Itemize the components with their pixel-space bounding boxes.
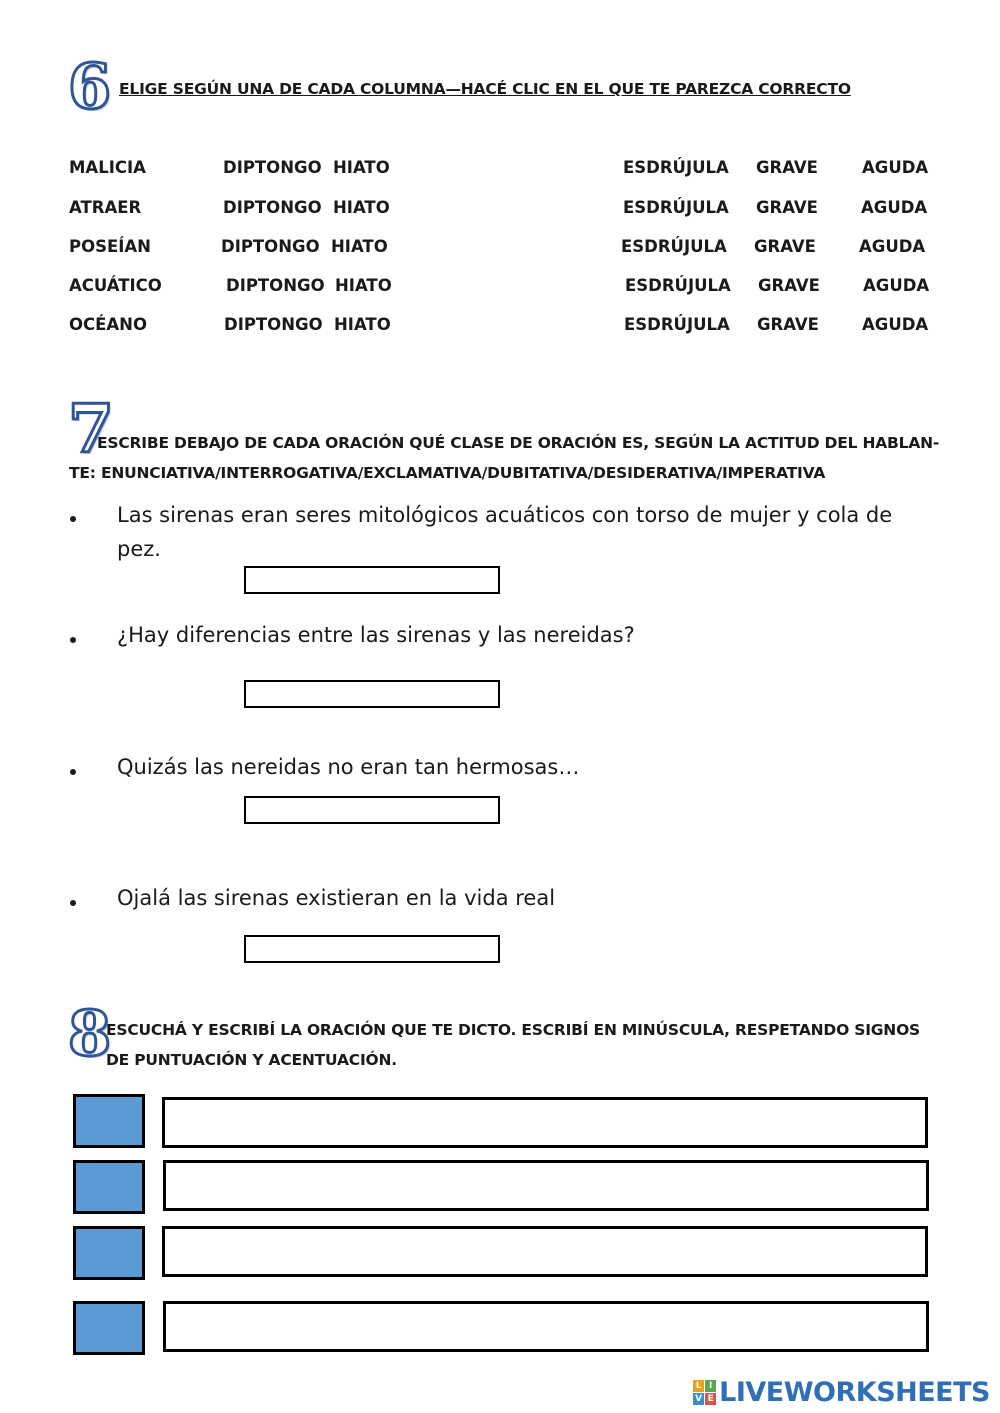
word-label: ATRAER xyxy=(69,198,142,217)
section-6-number: 6 xyxy=(68,50,112,123)
option-esdrujula[interactable]: ESDRÚJULA xyxy=(623,198,729,217)
option-grave[interactable]: GRAVE xyxy=(758,276,820,295)
option-hiato[interactable]: HIATO xyxy=(333,198,390,217)
answer-input[interactable] xyxy=(244,796,500,824)
logo-mark-letter: L xyxy=(693,1380,704,1392)
section-6-title: ELIGE SEGÚN UNA DE CADA COLUMNA—HACÉ CLIC EN EL QUE TE PAREZCA CORRECTO xyxy=(119,80,851,98)
logo-mark-icon xyxy=(693,1380,716,1405)
option-diptongo[interactable]: DIPTONGO xyxy=(224,315,323,334)
option-hiato[interactable]: HIATO xyxy=(331,237,388,256)
word-label: OCÉANO xyxy=(69,315,148,334)
word-label: ACUÁTICO xyxy=(69,276,162,295)
option-grave[interactable]: GRAVE xyxy=(756,158,818,177)
logo-mark-letter: I xyxy=(705,1380,716,1392)
play-audio-button[interactable] xyxy=(73,1160,145,1214)
section-8-title-line2: DE PUNTUACIÓN Y ACENTUACIÓN. xyxy=(106,1051,397,1069)
section-8-number: 8 xyxy=(68,997,112,1070)
play-audio-button[interactable] xyxy=(73,1226,145,1280)
liveworksheets-logo xyxy=(693,1377,990,1408)
option-esdrujula[interactable]: ESDRÚJULA xyxy=(624,315,730,334)
word-label: POSEÍAN xyxy=(69,237,151,256)
option-grave[interactable]: GRAVE xyxy=(757,315,819,334)
section-7-number: 7 xyxy=(68,390,114,468)
option-diptongo[interactable]: DIPTONGO xyxy=(226,276,325,295)
option-aguda[interactable]: AGUDA xyxy=(862,158,929,177)
option-esdrujula[interactable]: ESDRÚJULA xyxy=(623,158,729,177)
sentence-text: Quizás las nereidas no eran tan hermosas… xyxy=(117,755,580,779)
answer-input[interactable] xyxy=(244,935,500,963)
bullet-icon xyxy=(70,900,76,906)
option-aguda[interactable]: AGUDA xyxy=(863,276,930,295)
sentence-text: Las sirenas eran seres mitológicos acuáticos con torso de mujer y cola de pez. xyxy=(117,503,893,561)
sentence-text: ¿Hay diferencias entre las sirenas y las nereidas? xyxy=(117,623,635,647)
sentence-text: Ojalá las sirenas existieran en la vida real xyxy=(117,886,556,910)
option-hiato[interactable]: HIATO xyxy=(335,276,392,295)
word-label: MALICIA xyxy=(69,158,146,177)
dictation-input[interactable] xyxy=(163,1160,929,1211)
dictation-input[interactable] xyxy=(162,1097,928,1148)
dictation-input[interactable] xyxy=(163,1301,929,1352)
play-audio-button[interactable] xyxy=(73,1301,145,1355)
option-grave[interactable]: GRAVE xyxy=(756,198,818,217)
option-diptongo[interactable]: DIPTONGO xyxy=(221,237,320,256)
bullet-icon xyxy=(70,637,76,643)
option-grave[interactable]: GRAVE xyxy=(754,237,816,256)
dictation-input[interactable] xyxy=(162,1226,928,1277)
option-hiato[interactable]: HIATO xyxy=(333,158,390,177)
logo-text: LIVEWORKSHEETS xyxy=(719,1377,990,1408)
option-diptongo[interactable]: DIPTONGO xyxy=(223,198,322,217)
bullet-icon xyxy=(70,769,76,775)
option-aguda[interactable]: AGUDA xyxy=(861,198,928,217)
option-aguda[interactable]: AGUDA xyxy=(859,237,926,256)
answer-input[interactable] xyxy=(244,566,500,594)
option-aguda[interactable]: AGUDA xyxy=(862,315,929,334)
option-esdrujula[interactable]: ESDRÚJULA xyxy=(621,237,727,256)
option-hiato[interactable]: HIATO xyxy=(334,315,391,334)
option-diptongo[interactable]: DIPTONGO xyxy=(223,158,322,177)
logo-mark-letter: V xyxy=(693,1393,704,1405)
section-7-title-line1: ESCRIBE DEBAJO DE CADA ORACIÓN QUÉ CLASE DE ORACIÓN ES, SEGÚN LA ACTITUD DEL HABLAN- xyxy=(97,434,940,452)
answer-input[interactable] xyxy=(244,680,500,708)
section-8-title-line1: ESCUCHÁ Y ESCRIBÍ LA ORACIÓN QUE TE DICTO. ESCRIBÍ EN MINÚSCULA, RESPETANDO SIGNOS xyxy=(106,1021,921,1039)
section-7-title-line2: TE: ENUNCIATIVA/INTERROGATIVA/EXCLAMATIVA/DUBITATIVA/DESIDERATIVA/IMPERATIVA xyxy=(69,464,826,482)
option-esdrujula[interactable]: ESDRÚJULA xyxy=(625,276,731,295)
logo-mark-letter: E xyxy=(705,1393,716,1405)
play-audio-button[interactable] xyxy=(73,1094,145,1148)
bullet-icon xyxy=(70,516,76,522)
